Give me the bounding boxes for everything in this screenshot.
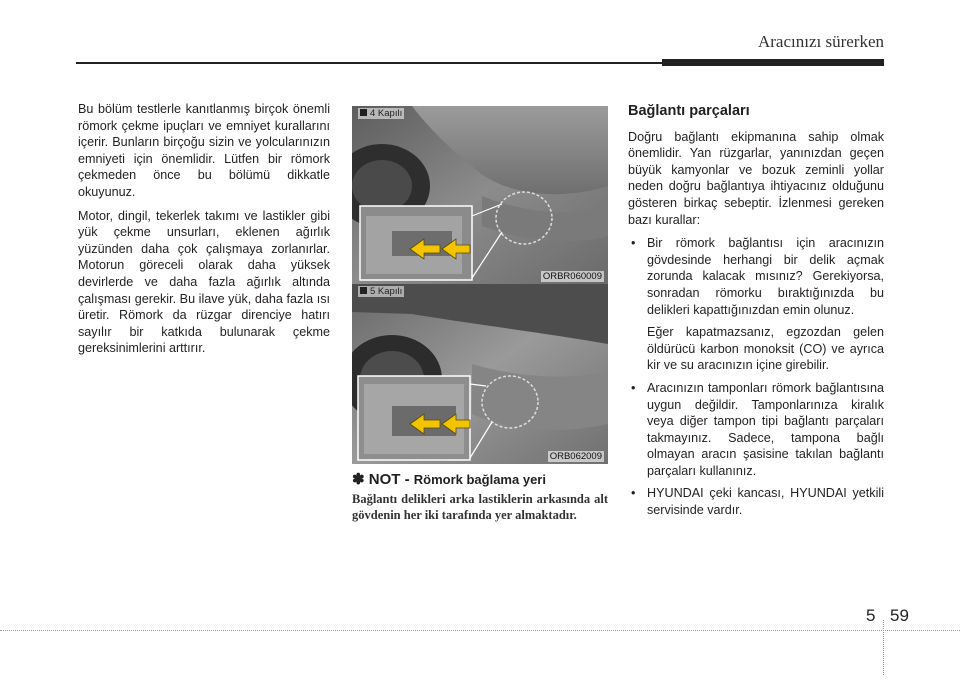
list-item: • Bir römork bağlantısı için aracınızın gövdesinde herhangi bir delik açmak zorunda kalacak mısınız? Gerekiyorsa, sonradan römorku bıraktığınızda bu delikleri kapattığınızdan emin olunuz. Eğer kapatmazsanız, egzozdan gelen öldürücü karbon monoksit (CO) ve ayrıca kir ve su aracınızın içine girebilir.	[631, 236, 884, 373]
note-box	[352, 470, 608, 523]
section-intro: Doğru bağlantı ekipmanına sahip olmak önemlidir. Yan rüzgarlar, yanınızdan geçen büyük kamyonlar ve bozuk zeminli yollar neden doğru bağlantıya ihtiyacınız olduğunu gösteren birkaç sebeptir. İzlenmesi gereken bazı kurallar:	[628, 129, 884, 227]
note-body: Bağlantı delikleri arka lastiklerin arkasında alt gövdenin her iki tarafında yer almaktadır.	[352, 492, 608, 522]
star-icon: ✽	[352, 471, 365, 488]
footer-rule	[0, 630, 960, 631]
bullet-icon: •	[631, 380, 636, 395]
header-rule	[76, 62, 662, 64]
list-item: • HYUNDAI çeki kancası, HYUNDAI yetkili servisinde vardır.	[631, 486, 884, 518]
footer-divider	[883, 620, 884, 675]
chapter-number: 5	[866, 606, 876, 625]
left-column	[78, 101, 330, 364]
hatchback-rear-illustration	[352, 284, 608, 464]
note-title: ✽ NOT - Römork bağlama yeri	[352, 471, 546, 488]
header-rule-thick	[662, 59, 884, 66]
figure-code: ORB062009	[549, 451, 602, 462]
running-header: Aracınızı sürerken	[757, 32, 884, 51]
rules-list	[628, 235, 884, 519]
figure-4-door	[352, 106, 608, 284]
figure-label: 5 Kapılı	[358, 286, 404, 297]
intro-paragraph: Bu bölüm testlerle kanıtlanmış birçok önemli römork çekme ipuçları ve emniyet kurallarını içerir. Bunların birçoğu sizin ve yolcularınızın emniyeti için önemlidir. Lütfen bir römork çekmeden önce bu bölümü dikkatle okuyunuz.	[78, 102, 330, 199]
bullet-icon: •	[631, 486, 636, 501]
section-heading: Bağlantı parçaları	[628, 103, 750, 119]
figure-code: ORBR060009	[542, 271, 602, 282]
bullet-icon: •	[631, 236, 636, 251]
right-column	[628, 101, 884, 525]
figure-5-door	[352, 284, 608, 464]
sedan-rear-illustration	[352, 106, 608, 284]
list-item: • Aracınızın tamponları römork bağlantısına uygun değildir. Tamponlarınıza kiralık veya diğer tampon tipi bağlantı parçaları takmayınız. Sadece, tampona bağlı olmayan aracın şasisine takılan bağlantı parçaları kullanınız.	[631, 380, 884, 478]
page-number: 59	[890, 606, 909, 625]
figure-label: 4 Kapılı	[358, 108, 404, 119]
load-paragraph: Motor, dingil, tekerlek takımı ve lastikler gibi yük çekme unsurları, eklenen ağırlık yüzünden daha çok çalışmaya zorlanırlar. Motorun göreceli olarak daha yüksek devirlerde ve daha fazla ağırlık altında çalışması gerekir. Bu ilave yük, daha fazla ısı üretir. Römork da rüzgar direnciye hatırı sayılır bir katkıda bulunarak çekme gereksinimlerini arttırır.	[78, 208, 330, 356]
